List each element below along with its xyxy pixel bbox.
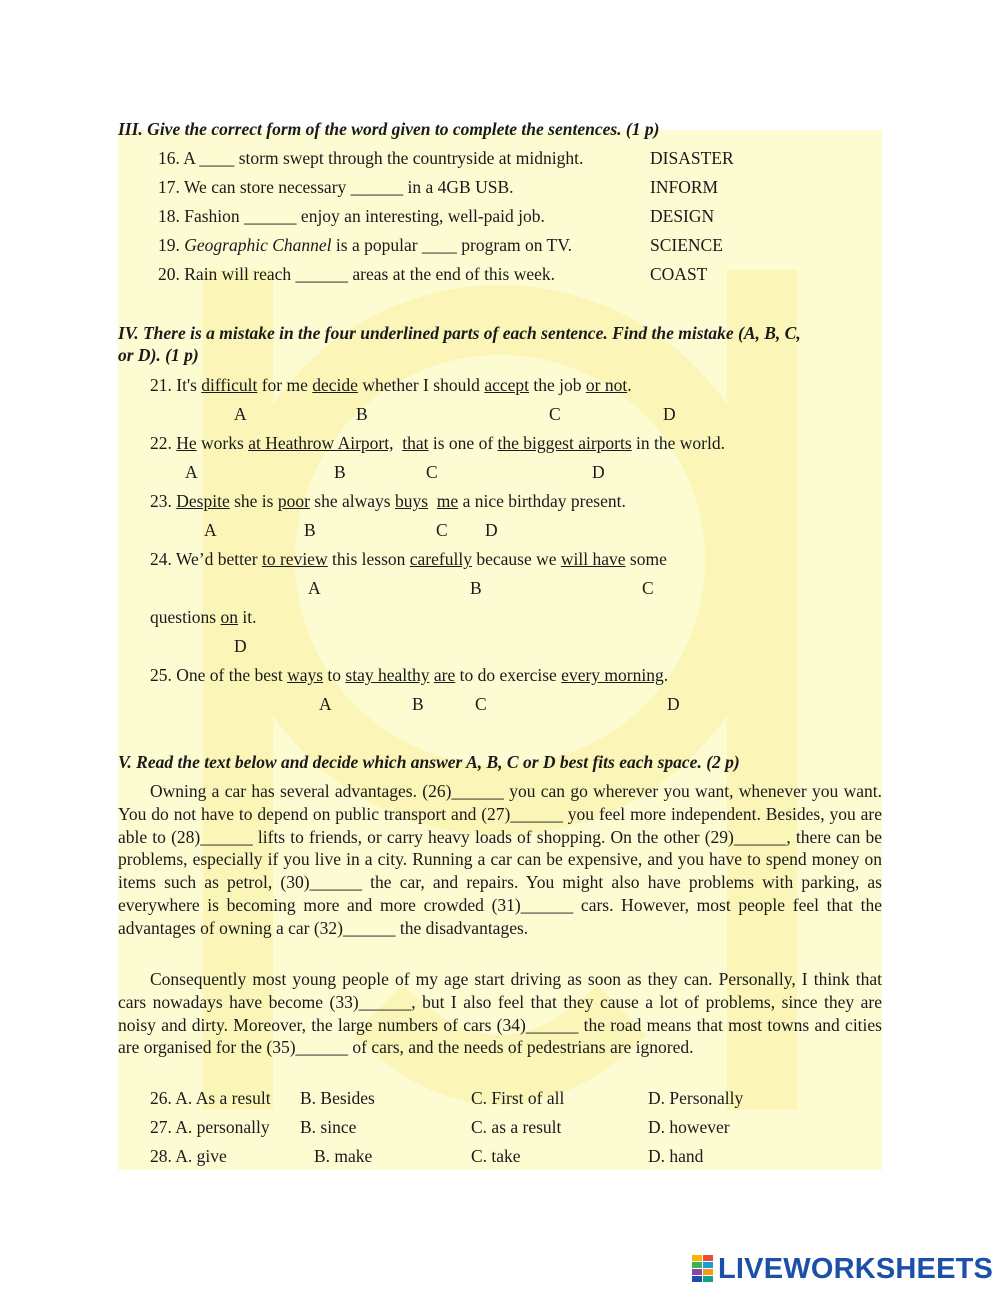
q24-label-c: C xyxy=(642,578,654,598)
reading-paragraph-2: Consequently most young people of my age start driving as soon as they can. Personally, I think that cars nowadays have become (33)______, but I also feel that they cause a lot of problems, since they are noisy and dirty. Moreover, the large numbers of cars (34)______ the road means that most towns and cities are organised for the (35)______ of cars, and the needs of pedestrians are ignored. xyxy=(118,969,882,1058)
liveworksheets-logo[interactable] xyxy=(692,1254,993,1284)
q18-sentence: 18. Fashion ______ enjoy an interesting, well-paid job. xyxy=(158,206,545,226)
q22-label-b: B xyxy=(334,462,346,482)
q22-label-a: A xyxy=(185,462,198,482)
q19-word: SCIENCE xyxy=(650,235,723,255)
q25-label-b: B xyxy=(412,694,424,714)
q26-option-d: D. Personally xyxy=(648,1088,744,1108)
section-5-heading: V. Read the text below and decide which answer A, B, C or D best fits each space. (2 p) xyxy=(118,752,740,772)
q23-label-b: B xyxy=(304,520,316,540)
q22-label-c: C xyxy=(426,462,438,482)
q27-option-b: B. since xyxy=(300,1117,357,1137)
reading-paragraph-1: Owning a car has several advantages. (26)______ you can go wherever you want, whenever you want. You do not have to depend on public transport and (27)______ you feel more independent. Besides, you are able to (28)______ lifts to friends, or carry heavy loads of shopping. On the other (29)______, there can be problems, especially if you live in a city. Running a car can be expensive, and you have to spend money on items such as petrol, (30)______ the car, and repairs. You might also have problems with parking, as everywhere is becoming more and more crowded (31)______ cars. However, most people feel that the advantages of owning a car (32)______ the disadvantages. xyxy=(118,781,882,938)
q19-sentence: 19. Geographic Channel is a popular ____ program on TV. xyxy=(158,235,572,255)
q28-option-a: 28. A. give xyxy=(150,1146,227,1166)
q26-option-c: C. First of all xyxy=(471,1088,565,1108)
q24-label-d: D xyxy=(234,636,247,656)
q21-label-c: C xyxy=(549,404,561,424)
q27-option-a: 27. A. personally xyxy=(150,1117,270,1137)
q27-option-c: C. as a result xyxy=(471,1117,562,1137)
q28-option-c: C. take xyxy=(471,1146,521,1166)
q21-label-d: D xyxy=(663,404,676,424)
q28-option-d: D. hand xyxy=(648,1146,704,1166)
q16-word: DISASTER xyxy=(650,148,734,168)
q18-word: DESIGN xyxy=(650,206,715,226)
q23-label-a: A xyxy=(204,520,217,540)
q21-label-b: B xyxy=(356,404,368,424)
q23-sentence: 23. Despite she is poor she always buys me a nice birthday present. xyxy=(150,491,626,511)
liveworksheets-brand: LIVEWORKSHEETS xyxy=(718,1253,994,1285)
q26-option-b: B. Besides xyxy=(300,1088,375,1108)
q21-sentence: 21. It's difficult for me decide whether I should accept the job or not. xyxy=(150,375,632,395)
section-4-heading-line1: IV. There is a mistake in the four underlined parts of each sentence. Find the mistake (A, B, C, xyxy=(118,323,801,343)
q23-label-d: D xyxy=(485,520,498,540)
q25-label-c: C xyxy=(475,694,487,714)
q24-label-b: B xyxy=(470,578,482,598)
q21-label-a: A xyxy=(234,404,247,424)
q23-label-c: C xyxy=(436,520,448,540)
q17-word: INFORM xyxy=(650,177,719,197)
q20-sentence: 20. Rain will reach ______ areas at the end of this week. xyxy=(158,264,556,284)
q22-label-d: D xyxy=(592,462,605,482)
q25-label-d: D xyxy=(667,694,680,714)
section-4-heading-line2: or D). (1 p) xyxy=(118,345,199,365)
q25-label-a: A xyxy=(319,694,332,714)
q17-sentence: 17. We can store necessary ______ in a 4GB USB. xyxy=(158,177,514,197)
q22-sentence: 22. He works at Heathrow Airport, that is one of the biggest airports in the world. xyxy=(150,433,725,453)
q26-option-a: 26. A. As a result xyxy=(150,1088,271,1108)
q24-label-a: A xyxy=(308,578,321,598)
section-3-heading: III. Give the correct form of the word given to complete the sentences. (1 p) xyxy=(118,119,660,139)
q24-sentence-line2: questions on it. xyxy=(150,607,257,627)
q24-sentence: 24. We’d better to review this lesson carefully because we will have some xyxy=(150,549,667,569)
q16-sentence: 16. A ____ storm swept through the countryside at midnight. xyxy=(158,148,584,168)
q20-word: COAST xyxy=(650,264,708,284)
q27-option-d: D. however xyxy=(648,1117,730,1137)
liveworksheets-badge-icon xyxy=(692,1255,714,1283)
q25-sentence: 25. One of the best ways to stay healthy are to do exercise every morning. xyxy=(150,665,669,685)
q28-option-b: B. make xyxy=(314,1146,373,1166)
